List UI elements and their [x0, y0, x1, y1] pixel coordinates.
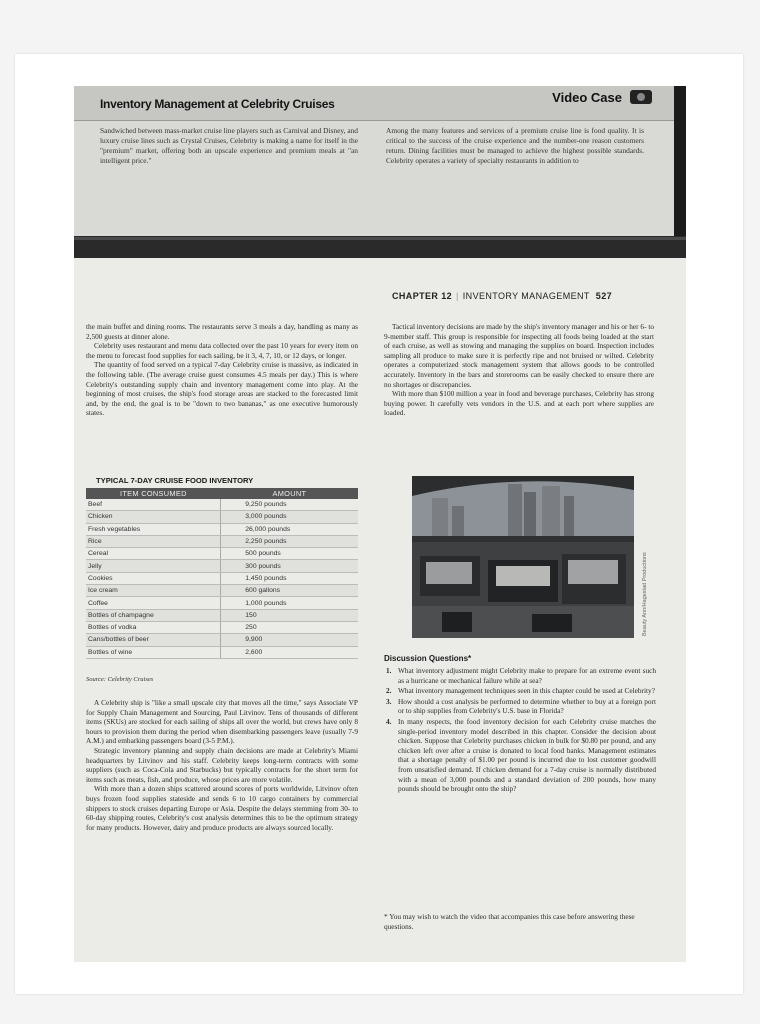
footnote: * You may wish to watch the video that accompanies this case before answering these questions.	[384, 912, 635, 931]
table-row	[86, 634, 358, 646]
food-inventory-table	[86, 488, 358, 659]
table-row	[86, 548, 358, 560]
question-number: 1.	[386, 666, 392, 675]
amount-cell: 26,000 pounds	[221, 523, 358, 535]
item-cell: Chicken	[86, 511, 221, 523]
amount-cell: 250	[221, 621, 358, 633]
item-cell: Ice cream	[86, 585, 221, 597]
chapter-header	[392, 291, 612, 301]
paragraph: The quantity of food served on a typical 7-day Celebrity cruise is massive, as indicated in the following table. (The average cruise guest consumes 4.5 meals per day.) This is where Celebrity's outstanding supply chain and inventory management come into play. At the beginning of most cruises, the ship's food storage areas are stacked to the forecasted limit and, by the end, the goal is to be "down to two bananas," as one executive humorously states.	[86, 360, 358, 418]
paragraph: the main buffet and dining rooms. The restaurants serve 3 meals a day, handling as many as 2,500 guests at dinner alone.	[86, 322, 358, 341]
table-row	[86, 511, 358, 523]
item-cell: Beef	[86, 499, 221, 511]
question-text: How should a cost analysis be performed to determine whether to buy at a foreign port or to ship supplies from Celebrity's U.S. base in Florida?	[398, 696, 656, 716]
column-header-amount: AMOUNT	[221, 488, 358, 499]
discussion-title: Discussion Questions*	[384, 654, 472, 663]
paragraph: With more than a dozen ships scattered around scores of ports worldwide, Litvinov often buys frozen food supplies stateside and sends 6 to 10 cargo containers by commercial shippers to stock cruises departing Europe or Asia. Despite the delays stemming from 30- to 60-day shipping routes, Celebrity's cost analysis determines this to be the optimum strategy for many products. However, dairy and produce products are always sourced locally.	[86, 784, 358, 832]
chapter-number: CHAPTER 12	[392, 291, 453, 301]
header-separator: |	[456, 291, 459, 301]
video-case-header	[74, 86, 674, 121]
video-case-title: Inventory Management at Celebrity Cruises	[100, 97, 335, 111]
amount-cell: 500 pounds	[221, 548, 358, 560]
table-row	[86, 621, 358, 633]
discussion-question	[384, 686, 656, 696]
paragraph: Tactical inventory decisions are made by the ship's inventory manager and his or her 6- to 9-member staff. This group is responsible for inspecting all foods being loaded at the start of each cruise, as well as stowing and managing the supplies on board. Inspection includes sampling all produce to make sure it is perfectly ripe and not bruised or wilted. Celebrity operates a computerized stock management system that allows goods to be controlled accurately. Inventory in the bars and storerooms can be easily checked to ensure there are no shortages or discrepancies.	[384, 322, 654, 389]
chapter-section: INVENTORY MANAGEMENT	[462, 291, 590, 301]
amount-cell: 150	[221, 609, 358, 621]
paragraph: Strategic inventory planning and supply chain decisions are made at Celebrity's Miami headquarters by Litvinov and his staff. Celebrity keeps long-term contracts with some suppliers (such as Coca-Cola and Starbucks) but typically contracts for the short term for items such as meats, fish, and produce, whose prices are more volatile.	[86, 745, 358, 784]
item-cell: Bottles of champagne	[86, 609, 221, 621]
page-edge-shadow	[674, 86, 686, 236]
table-row	[86, 585, 358, 597]
table-source: Source: Celebrity Cruises	[86, 676, 154, 683]
table-row	[86, 646, 358, 658]
item-cell: Cereal	[86, 548, 221, 560]
item-cell: Cookies	[86, 572, 221, 584]
video-case-intro-right: Among the many features and services of a premium cruise line is food quality. It is critical to the success of the cruise experience and the number-one reason customers return. Dining facilities must be managed to achieve the highest possible standards. Celebrity operates a variety of specialty restaurants in addition to	[386, 126, 644, 165]
amount-cell: 300 pounds	[221, 560, 358, 572]
item-cell: Bottles of vodka	[86, 621, 221, 633]
table-body	[86, 499, 358, 658]
question-text: In many respects, the food inventory decision for each Celebrity cruise matches the single-period inventory model described in this chapter. Consider the decision about chicken. Suppose that Celebrity purchases chicken in bulk for $0.80 per pound, and any chicken left over after a cruise is donated to local food banks. Management estimates that a shortage penalty of $1.00 per pound is incurred due to lost customer goodwill from unsatisfied demand. If chicken demand for a 7-day cruise is normally distributed with a mean of 3,000 pounds and a standard deviation of 200 pounds, how many pounds should be brought onto the ship?	[398, 716, 656, 794]
video-camera-icon	[630, 90, 652, 104]
amount-cell: 2,600	[221, 646, 358, 658]
amount-cell: 600 gallons	[221, 585, 358, 597]
table-row	[86, 597, 358, 609]
photo-credit: Beauty Ann/Hagestad Productions	[642, 552, 648, 636]
video-case-section	[74, 86, 686, 236]
question-number: 3.	[386, 696, 392, 706]
item-cell: Coffee	[86, 597, 221, 609]
page-number: 527	[595, 291, 613, 301]
amount-cell: 9,900	[221, 634, 358, 646]
discussion-question	[384, 666, 656, 685]
table-row	[86, 535, 358, 547]
question-text: What inventory management techniques seen in this chapter could be used at Celebrity?	[398, 686, 655, 696]
item-cell: Rice	[86, 535, 221, 547]
page-gap-highlight	[74, 237, 686, 240]
ship-loading-photo	[412, 476, 634, 638]
table-row	[86, 560, 358, 572]
ship-loading-photo-graphic	[412, 476, 634, 638]
question-number: 2.	[386, 686, 392, 696]
table-row	[86, 572, 358, 584]
discussion-question	[384, 717, 656, 794]
paragraph: A Celebrity ship is "like a small upscale city that moves all the time," says Associate VP for Supply Chain Management and Sourcing, Paul Litvinov. Tens of thousands of different items (SKUs) are stocked for each sailing of ships all over the world, but crews have only 8 hours to provision them during the period when disembarking passengers leave (usually 7-9 A.M.) and embarking passengers board (3-5 P.M.).	[86, 698, 358, 746]
column-header-item: ITEM CONSUMED	[86, 488, 221, 499]
right-column-top	[384, 322, 654, 418]
amount-cell: 9,250 pounds	[221, 499, 358, 511]
amount-cell: 1,450 pounds	[221, 572, 358, 584]
video-case-label: Video Case	[552, 90, 622, 105]
paragraph: Celebrity uses restaurant and menu data collected over the past 10 years for every item on the menu to forecast food supplies for each sailing, be it 3, 4, 7, 10, or 12 days, or longer.	[86, 341, 358, 360]
discussion-questions	[384, 666, 656, 795]
amount-cell: 3,000 pounds	[221, 511, 358, 523]
paragraph: With more than $100 million a year in food and beverage purchases, Celebrity has strong buying power. It carefully vets vendors in the U.S. and at each port where supplies are loaded.	[384, 389, 654, 418]
discussion-question	[384, 697, 656, 716]
left-column-top	[86, 322, 358, 418]
left-column-bottom	[86, 698, 358, 832]
table-row	[86, 499, 358, 511]
item-cell: Cans/bottles of beer	[86, 634, 221, 646]
item-cell: Jelly	[86, 560, 221, 572]
amount-cell: 1,000 pounds	[221, 597, 358, 609]
item-cell: Bottles of wine	[86, 646, 221, 658]
item-cell: Fresh vegetables	[86, 523, 221, 535]
table-header-row	[86, 488, 358, 499]
question-text: What inventory adjustment might Celebrity make to prepare for an extreme event such as a hurricane or mechanical failure while at sea?	[398, 666, 656, 685]
amount-cell: 2,250 pounds	[221, 535, 358, 547]
video-case-intro-left: Sandwiched between mass-market cruise line players such as Carnival and Disney, and luxury cruise lines such as Crystal Cruises, Celebrity is making a name for itself in the "premium" market, offering both an upscale experience and premium meals at "an intelligent price."	[100, 126, 358, 165]
question-number: 4.	[386, 716, 392, 726]
table-title: TYPICAL 7-DAY CRUISE FOOD INVENTORY	[96, 476, 254, 485]
table-row	[86, 609, 358, 621]
table-row	[86, 523, 358, 535]
